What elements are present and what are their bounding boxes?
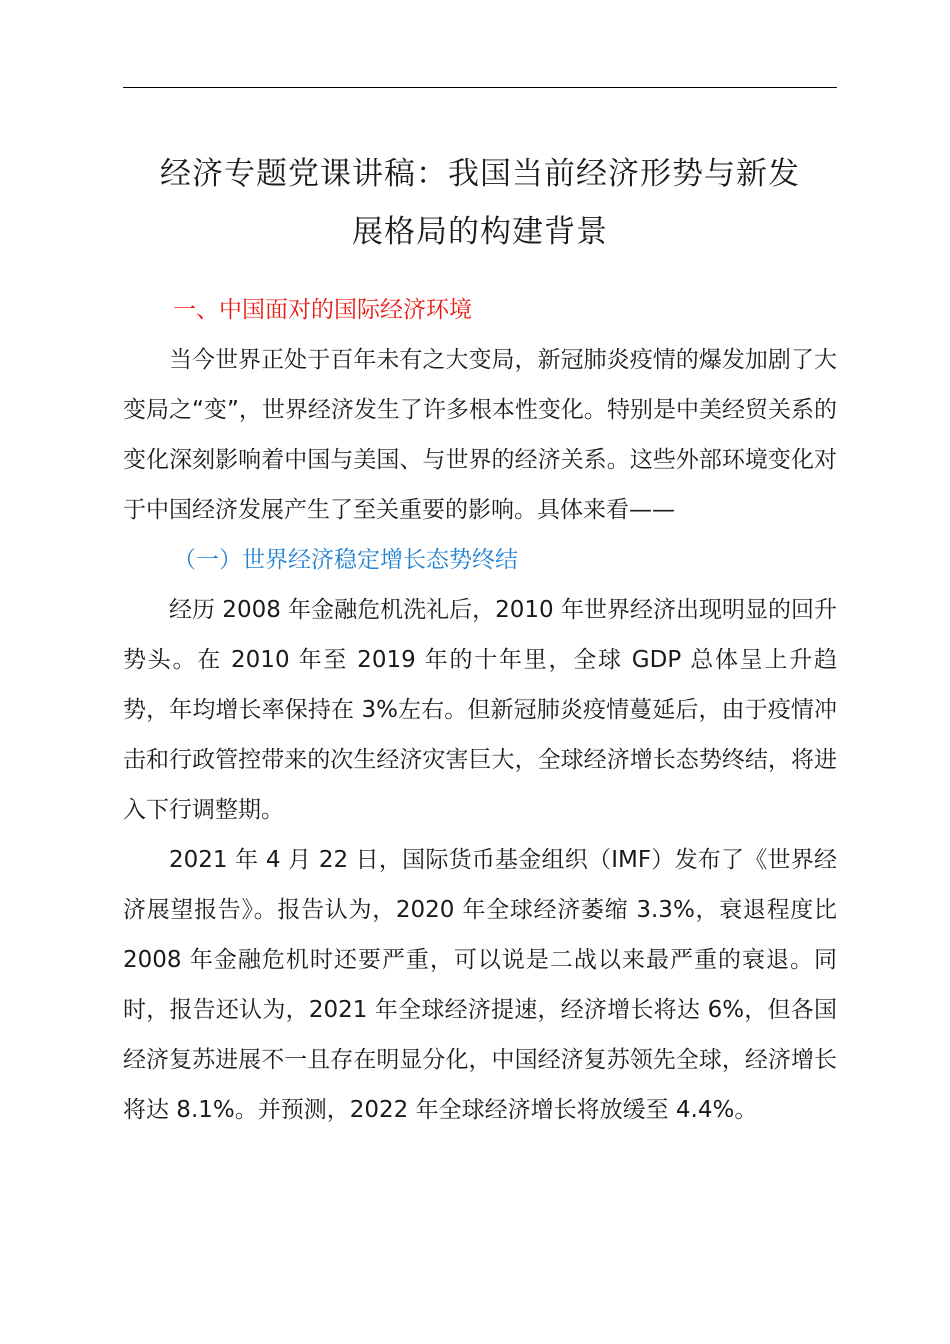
- subsection-1-paragraph-2: 2021 年 4 月 22 日，国际货币基金组织（IMF）发布了《世界经济展望报告》。报告认为，2020 年全球经济萎缩 3.3%，衰退程度比 2008 年金融危机时还要严重，可以说是二战以来最严重的衰退。同时，报告还认为，2021 年全球经济提速，经济增长将达 6%，但各国经济复苏进展不一且存在明显分化，中国经济复苏领先全球，经济增长将达 8.1%。并预测，2022 年全球经济增长将放缓至 4.4%。: [123, 847, 837, 1123]
- document-page: [123, 145, 837, 1135]
- section-1-paragraph: 当今世界正处于百年未有之大变局，新冠肺炎疫情的爆发加剧了大变局之“变”，世界经济发生了许多根本性变化。特别是中美经贸关系的变化深刻影响着中国与美国、与世界的经济关系。这些外部环境变化对于中国经济发展产生了至关重要的影响。具体来看——: [123, 347, 837, 523]
- subsection-heading-1: （一）世界经济稳定增长态势终结: [173, 547, 518, 573]
- subsection-1-paragraph-1: 经历 2008 年金融危机洗礼后，2010 年世界经济出现明显的回升势头。在 2010 年至 2019 年的十年里，全球 GDP 总体呈上升趋势，年均增长率保持在 3%左右。但新冠肺炎疫情蔓延后，由于疫情冲击和行政管控带来的次生经济灾害巨大，全球经济增长态势终结，将进入下行调整期。: [123, 597, 837, 823]
- section-heading-1: 一、中国面对的国际经济环境: [173, 297, 472, 323]
- document-title-line-2: 展格局的构建背景: [352, 214, 608, 250]
- document-title-line-1: 经济专题党课讲稿：我国当前经济形势与新发: [160, 156, 800, 192]
- header-rule: [123, 87, 837, 88]
- document-title: [123, 145, 837, 261]
